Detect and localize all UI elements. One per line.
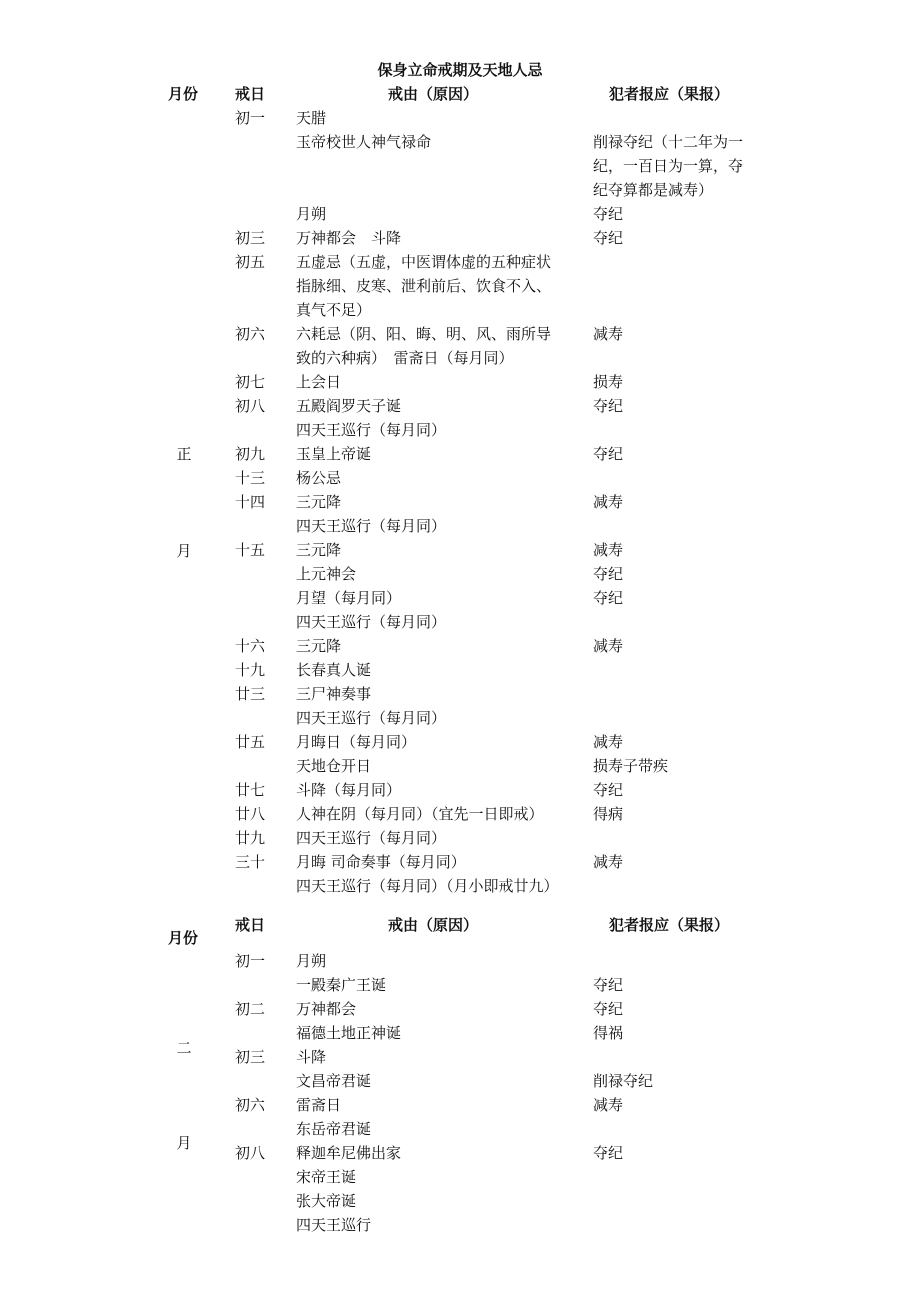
result-cell (593, 1021, 768, 1045)
result-line: 损寿 (593, 373, 624, 391)
reason-line: 四天王巡行（每月同） (296, 709, 447, 727)
result-cell (593, 997, 768, 1021)
table-row (0, 442, 920, 466)
result-line: 损寿子带疾 (593, 757, 669, 775)
day-cell: 三十 (235, 853, 266, 871)
result-cell (593, 490, 768, 514)
table-row (0, 490, 920, 514)
table-row (0, 997, 920, 1021)
table-row (0, 1165, 920, 1189)
result-cell (593, 730, 768, 754)
result-cell (593, 370, 768, 394)
reason-cell (296, 1045, 586, 1069)
day-cell: 初三 (235, 229, 266, 247)
table-row (0, 250, 920, 322)
reason-cell (296, 658, 586, 682)
table-row (0, 130, 920, 202)
table-row (0, 394, 920, 418)
reason-line: 月晦 司命奏事（每月同） (296, 853, 466, 871)
result-cell (593, 1069, 768, 1093)
day-cell: 十五 (235, 541, 266, 559)
reason-cell (296, 802, 586, 826)
result-line: 夺纪 (593, 1000, 624, 1018)
page-title: 保身立命戒期及天地人忌 (377, 61, 543, 79)
day-cell: 廿五 (235, 733, 266, 751)
reason-cell (296, 370, 586, 394)
day-cell: 十三 (235, 469, 266, 487)
result-cell (593, 394, 768, 418)
table-row (0, 562, 920, 586)
reason-line: 月朔 (296, 952, 327, 970)
reason-line: 上元神会 (296, 565, 357, 583)
table-row (0, 706, 920, 730)
reason-line: 长春真人诞 (296, 661, 372, 679)
header-reason-2: 戒由（原因） (388, 916, 479, 934)
table-row (0, 730, 920, 754)
day-cell: 初八 (235, 397, 266, 415)
result-line: 得病 (593, 805, 624, 823)
reason-line: 万神都会 斗降 (296, 229, 402, 247)
result-cell (593, 634, 768, 658)
day-cell: 廿七 (235, 781, 266, 799)
result-line: 削禄夺纪 (593, 1072, 654, 1090)
day-cell: 十九 (235, 661, 266, 679)
result-cell (593, 130, 768, 202)
table-row (0, 973, 920, 997)
table-row (0, 1093, 920, 1117)
day-cell: 初八 (235, 1144, 266, 1162)
reason-line: 指脉细、皮寒、泄利前后、饮食不入、 (296, 277, 552, 295)
result-line: 夺纪 (593, 976, 624, 994)
table-row (0, 370, 920, 394)
reason-cell (296, 1165, 586, 1189)
reason-line: 四天王巡行（每月同） (296, 517, 447, 535)
reason-cell (296, 538, 586, 562)
reason-line: 五虚忌（五虚，中医谓体虚的五种症状 (296, 253, 552, 271)
reason-cell (296, 973, 586, 997)
day-cell: 十四 (235, 493, 266, 511)
table-row (0, 778, 920, 802)
header-month: 月份 (168, 85, 199, 103)
result-line: 纪夺算都是减寿） (593, 181, 714, 199)
result-cell (593, 442, 768, 466)
reason-cell (296, 850, 586, 874)
result-cell (593, 1141, 768, 1165)
result-line: 夺纪 (593, 445, 624, 463)
day-cell: 初六 (235, 1096, 266, 1114)
table-row (0, 874, 920, 898)
reason-cell (296, 1213, 586, 1237)
reason-cell (296, 634, 586, 658)
reason-line: 宋帝王诞 (296, 1168, 357, 1186)
month-char-2: 月 (176, 542, 192, 560)
table-row (0, 754, 920, 778)
result-line: 夺纪 (593, 229, 624, 247)
result-line: 夺纪 (593, 589, 624, 607)
reason-line: 六耗忌（阴、阳、晦、明、风、雨所导 (296, 325, 552, 343)
result-line: 削禄夺纪（十二年为一 (593, 133, 744, 151)
result-line: 减寿 (593, 733, 624, 751)
header-day: 戒日 (235, 85, 266, 103)
table-row (0, 538, 920, 562)
section2-rows (0, 949, 920, 1237)
result-cell (593, 850, 768, 874)
reason-cell (296, 1117, 586, 1141)
month-char-3: 二 (176, 1039, 192, 1057)
result-cell (593, 1093, 768, 1117)
table-row (0, 1069, 920, 1093)
section1-rows (0, 106, 920, 898)
reason-cell (296, 130, 586, 154)
reason-line: 上会日 (296, 373, 342, 391)
reason-line: 人神在阴（每月同）（宜先一日即戒） (296, 805, 544, 823)
reason-line: 斗降（每月同） (296, 781, 402, 799)
day-cell: 初六 (235, 325, 266, 343)
result-cell (593, 778, 768, 802)
table-row (0, 949, 920, 973)
reason-line: 月晦日（每月同） (296, 733, 417, 751)
table-row (0, 1189, 920, 1213)
reason-line: 玉皇上帝诞 (296, 445, 372, 463)
result-line: 减寿 (593, 541, 624, 559)
result-cell (593, 586, 768, 610)
reason-cell (296, 949, 586, 973)
table-row (0, 226, 920, 250)
reason-line: 四天王巡行（每月同） (296, 613, 447, 631)
reason-cell (296, 874, 586, 898)
reason-line: 致的六种病） 雷斋日（每月同） (296, 349, 514, 367)
reason-cell (296, 250, 586, 322)
day-cell: 廿九 (235, 829, 266, 847)
result-line: 夺纪 (593, 781, 624, 799)
table-row (0, 610, 920, 634)
reason-cell (296, 418, 586, 442)
table-row (0, 850, 920, 874)
reason-line: 月朔 (296, 205, 327, 223)
reason-line: 东岳帝君诞 (296, 1120, 372, 1138)
result-line: 减寿 (593, 493, 624, 511)
result-cell (593, 973, 768, 997)
reason-line: 四天王巡行（每月同） (296, 829, 447, 847)
reason-cell (296, 562, 586, 586)
reason-line: 三尸神奏事 (296, 685, 372, 703)
reason-cell (296, 1069, 586, 1093)
table-row (0, 826, 920, 850)
result-line: 夺纪 (593, 397, 624, 415)
reason-cell (296, 997, 586, 1021)
day-cell: 初三 (235, 1048, 266, 1066)
reason-line: 福德土地正神诞 (296, 1024, 402, 1042)
reason-cell (296, 610, 586, 634)
day-cell: 廿八 (235, 805, 266, 823)
table-row (0, 682, 920, 706)
reason-line: 张大帝诞 (296, 1192, 357, 1210)
reason-line: 斗降 (296, 1048, 327, 1066)
day-cell: 十六 (235, 637, 266, 655)
reason-cell (296, 706, 586, 730)
table-row (0, 466, 920, 490)
result-line: 夺纪 (593, 565, 624, 583)
result-line: 减寿 (593, 1096, 624, 1114)
header-result-2: 犯者报应（果报） (609, 916, 730, 934)
day-cell: 初五 (235, 253, 266, 271)
reason-line: 三元降 (296, 541, 342, 559)
day-cell: 廿三 (235, 685, 266, 703)
reason-cell (296, 226, 586, 250)
reason-line: 一殿秦广王诞 (296, 976, 387, 994)
table-row (0, 514, 920, 538)
result-line: 减寿 (593, 853, 624, 871)
day-cell: 初一 (235, 109, 266, 127)
reason-cell (296, 442, 586, 466)
reason-cell (296, 1093, 586, 1117)
day-cell: 初二 (235, 1000, 266, 1018)
reason-cell (296, 1021, 586, 1045)
table-row (0, 418, 920, 442)
table-row (0, 802, 920, 826)
reason-line: 天地仓开日 (296, 757, 372, 775)
reason-line: 四天王巡行（每月同）（月小即戒廿九） (296, 877, 559, 895)
result-cell (593, 538, 768, 562)
reason-line: 月望（每月同） (296, 589, 402, 607)
result-cell (593, 754, 768, 778)
reason-line: 万神都会 (296, 1000, 357, 1018)
reason-cell (296, 202, 586, 226)
reason-line: 杨公忌 (296, 469, 342, 487)
reason-line: 三元降 (296, 493, 342, 511)
reason-cell (296, 1141, 586, 1165)
reason-cell (296, 490, 586, 514)
reason-cell (296, 514, 586, 538)
reason-line: 三元降 (296, 637, 342, 655)
result-line: 减寿 (593, 637, 624, 655)
reason-cell (296, 1189, 586, 1213)
table-row (0, 1213, 920, 1237)
reason-line: 四天王巡行 (296, 1216, 372, 1234)
reason-line: 五殿阎罗天子诞 (296, 397, 402, 415)
header-result: 犯者报应（果报） (609, 85, 730, 103)
result-cell (593, 802, 768, 826)
reason-line: 玉帝校世人神气禄命 (296, 133, 432, 151)
reason-cell (296, 778, 586, 802)
reason-cell (296, 586, 586, 610)
table-row (0, 634, 920, 658)
header-reason: 戒由（原因） (388, 85, 479, 103)
table-row (0, 322, 920, 370)
result-line: 得祸 (593, 1024, 624, 1042)
result-line: 夺纪 (593, 205, 624, 223)
reason-cell (296, 394, 586, 418)
header-month-2: 月份 (168, 929, 199, 947)
reason-cell (296, 322, 586, 370)
reason-cell (296, 466, 586, 490)
table-row (0, 1045, 920, 1069)
table-row (0, 586, 920, 610)
table-row (0, 106, 920, 130)
result-cell (593, 226, 768, 250)
month-char-4: 月 (176, 1134, 192, 1152)
table-row (0, 1141, 920, 1165)
day-cell: 初一 (235, 952, 266, 970)
result-line: 减寿 (593, 325, 624, 343)
reason-line: 四天王巡行（每月同） (296, 421, 447, 439)
reason-line: 天腊 (296, 109, 327, 127)
table-row (0, 658, 920, 682)
result-cell (593, 202, 768, 226)
result-line: 夺纪 (593, 1144, 624, 1162)
result-cell (593, 322, 768, 346)
reason-line: 真气不足） (296, 301, 372, 319)
reason-cell (296, 754, 586, 778)
header-day-2: 戒日 (235, 916, 266, 934)
reason-cell (296, 106, 586, 130)
reason-line: 释迦牟尼佛出家 (296, 1144, 402, 1162)
result-line: 纪，一百日为一算，夺 (593, 157, 744, 175)
table-row (0, 202, 920, 226)
reason-line: 文昌帝君诞 (296, 1072, 372, 1090)
day-cell: 初七 (235, 373, 266, 391)
table-row (0, 1117, 920, 1141)
reason-line: 雷斋日 (296, 1096, 342, 1114)
reason-cell (296, 682, 586, 706)
table-row (0, 1021, 920, 1045)
result-cell (593, 562, 768, 586)
day-cell: 初九 (235, 445, 266, 463)
reason-cell (296, 826, 586, 850)
reason-cell (296, 730, 586, 754)
month-char-1: 正 (176, 445, 192, 463)
